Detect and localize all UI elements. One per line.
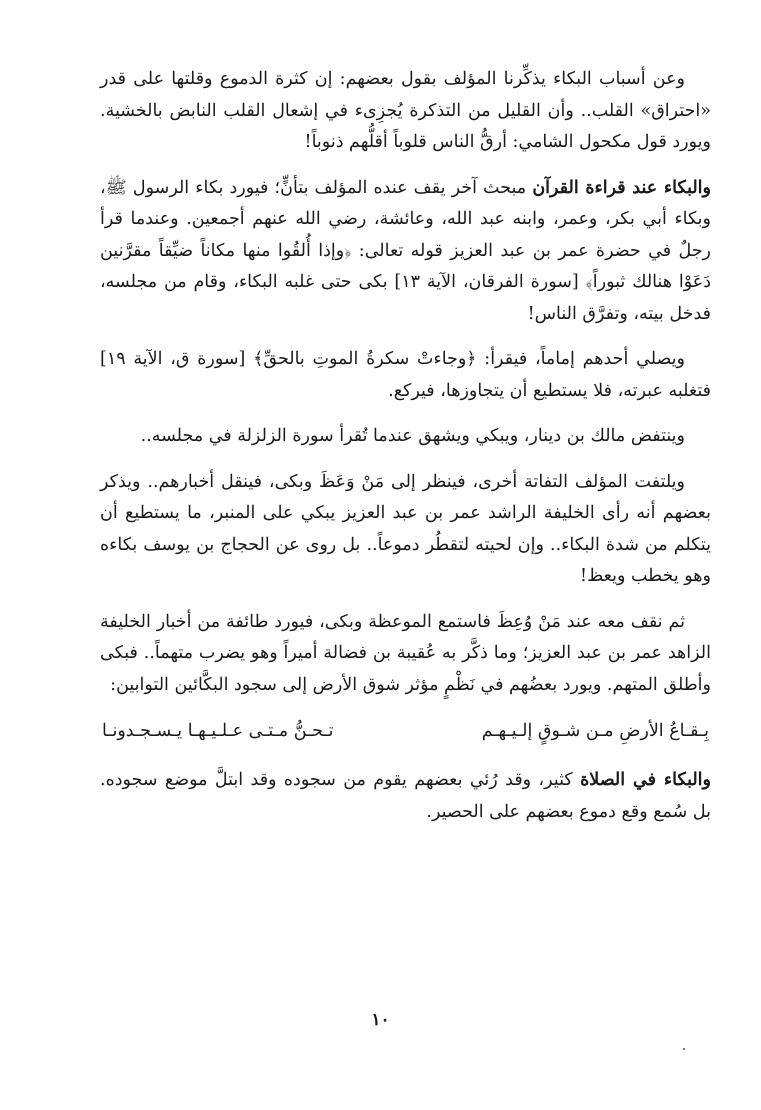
paragraph-lead: والبكاء عند قراءة القرآن xyxy=(532,177,711,198)
paragraph-imam-prayer xyxy=(100,344,711,407)
paragraph-text: مبحث آخر يقف عنده المؤلف بتأنٍّ؛ فيورد بكاء الرسول ﷺ، وبكاء أبي بكر، وعمر، وابنه عبد الله، وعائشة، رضي الله عنهم أجمعين. وعندما قرأ رجلٌ في حضرة عمر بن عبد العزيز قوله تعالى: ﴿وإذا أُلقُوا منها مكاناً ضيِّقاً مقرَّنين دَعَوْا هنالك ثبوراً﴾ [سورة الفرقان، الآية ١٣] بكى حتى غلبه البكاء، وقام من مجلسه، فدخل بيته، وتفرَّق الناس! xyxy=(100,177,711,324)
paragraph-quran-weeping xyxy=(100,173,711,331)
paragraph-text: ثم نقف معه عند مَنْ وُعِظَ فاستمع الموعظة وبكى، فيورد طائفة من أخبار الخليفة الزاهد عمر بن عبد العزيز؛ وما ذكَّر به عُقيبة بن فضالة أميراً وهو يضرب متهماً.. فبكى وأطلق المتهم. ويورد بعضُهم في نَظْمٍ مؤثر شوق الأرض إلى سجود البكَّائين التوابين: xyxy=(100,611,711,695)
paragraph-causes-of-weeping xyxy=(100,64,711,159)
verse-first-hemistich: بِـقـاعُ الأرضِ مـن شـوقٍ إلـيـهـم xyxy=(481,721,709,741)
paragraph-preachers-weeping xyxy=(100,467,711,593)
paragraph-prayer-weeping xyxy=(100,765,711,828)
main-text xyxy=(100,64,711,842)
paragraph-text: ويلتفت المؤلف التفاتة أخرى، فينظر إلى مَنْ وَعَظَ وبكى، فينقل أخبارهم.. ويذكر بعضهم أنه رأى الخليفة الراشد عمر بن عبد العزيز يبكي على المنبر، ما يستطيع أن يتكلم من شدة البكاء.. وإن لحيته لتقطُر دموعاً.. بل روى عن الحجاج بن يوسف بكاءه وهو يخطب ويعظ! xyxy=(100,471,711,586)
verse-second-hemistich: تـحـنُّ مـتـى عـلـيـهـا يـسـجـدونـا xyxy=(102,721,334,741)
paragraph-listeners-weeping xyxy=(100,607,711,702)
paragraph-text: وينتفض مالك بن دينار، ويبكي ويشهق عندما تُقرأ سورة الزلزلة في مجلسه.. xyxy=(140,426,685,446)
paragraph-malik-bin-dinar xyxy=(100,421,711,453)
paragraph-text: ويصلي أحدهم إماماً، فيقرأ: ﴿وجاءتْ سكرةُ الموتِ بالحقِّ﴾ [سورة ق، الآية ١٩] فتغلبه عبرته، فلا يستطيع أن يتجاوزها، فيركع. xyxy=(100,349,711,401)
paragraph-text: كثير، وقد رُئي بعضهم يقوم من سجوده وقد ابتلَّ موضع سجوده. بل سُمع وقع دموع بعضهم على الحصير. xyxy=(100,770,711,822)
page-number: ١٠ xyxy=(371,1010,390,1030)
paragraph-lead: والبكاء في الصلاة xyxy=(580,770,711,790)
scan-speck xyxy=(683,1048,685,1050)
poem-verse xyxy=(100,715,711,747)
paragraph-text: وعن أسباب البكاء يذكِّرنا المؤلف بقول بعضهم: إن كثرة الدموع وقلتها على قدر «احتراق» القلب.. وأن القليل من التذكرة يُجزِىء في إشعال القلب النابض بالخشية. ويورد قول مكحول الشامي: أرقُّ الناس قلوباً أقلُّهم ذنوباً! xyxy=(100,69,711,152)
